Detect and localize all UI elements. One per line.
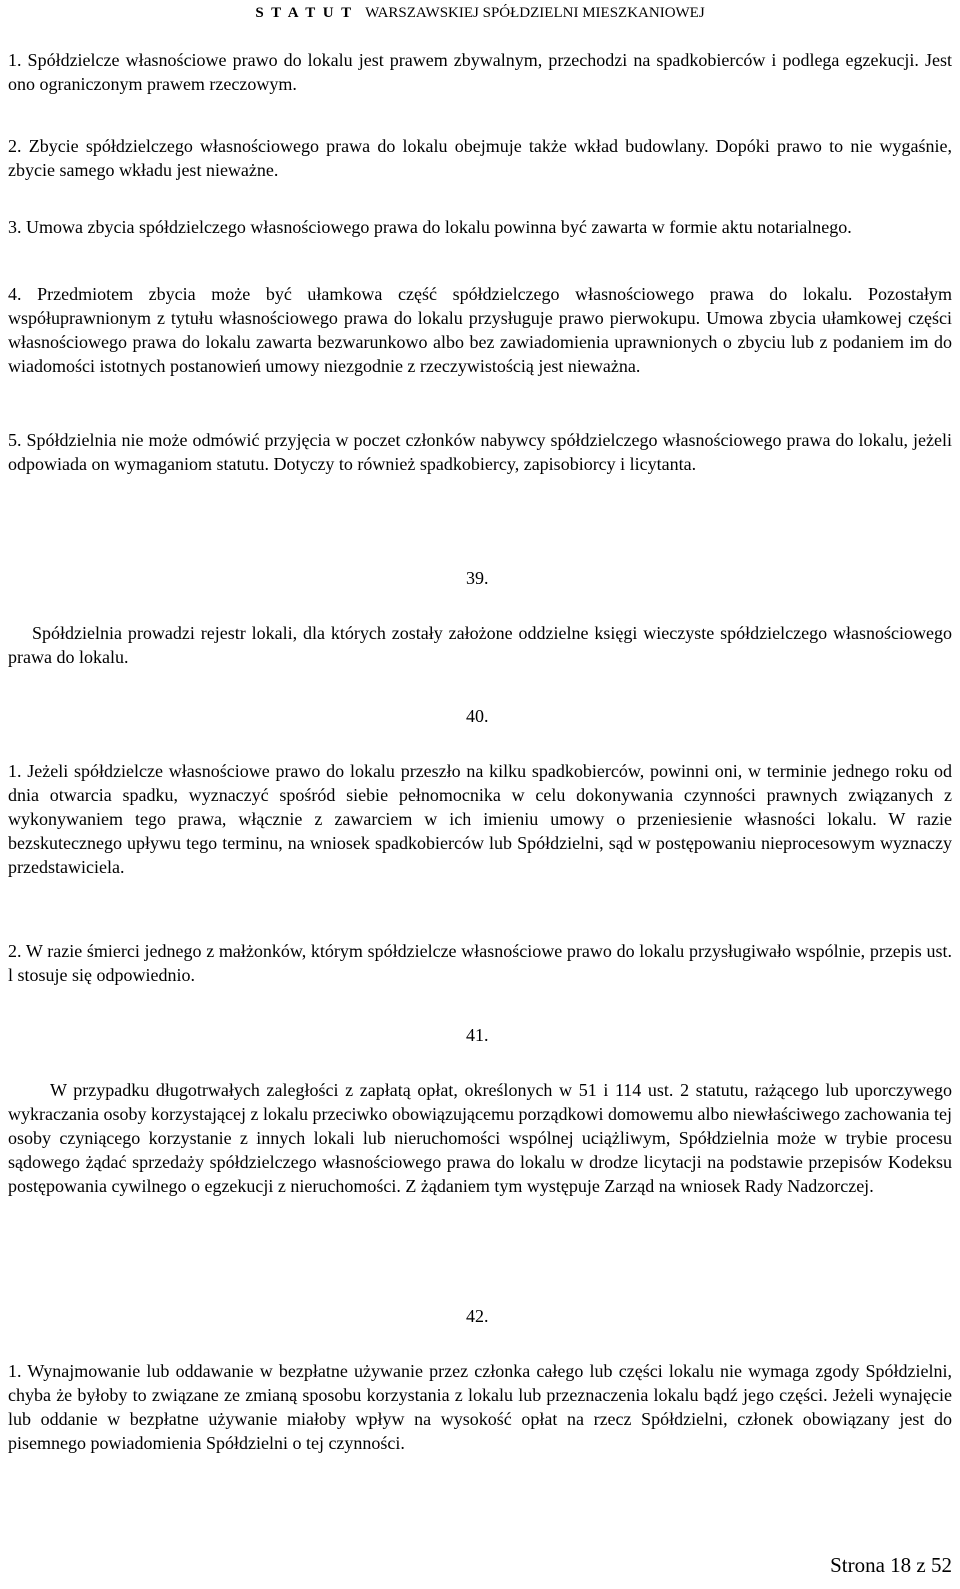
- paragraph-39: Spółdzielnia prowadzi rejestr lokali, dla których zostały założone oddzielne księgi wieczyste spółdzielczego własnościowego prawa do lokalu.: [8, 623, 952, 667]
- paragraph-40-1: 1. Jeżeli spółdzielcze własnościowe prawo do lokalu przeszło na kilku spadkobierców, powinni oni, w terminie jednego roku od dnia otwarcia spadku, wyznaczyć spośród siebie pełnomocnika w celu dokonywania czynności prawnych związanych z wykonywaniem tego prawa, włącznie z zawarciem w ich imieniu umowy o przeniesienie własności lokalu. W razie bezskutecznego upływu tego terminu, na wniosek spadkobierców lub Spółdzielni, sąd w postępowaniu nieprocesowym wyznaczy przedstawiciela.: [8, 761, 952, 877]
- section-42-heading: 42.: [466, 1306, 489, 1326]
- paragraph-38-5: 5. Spółdzielnia nie może odmówić przyjęcia w poczet członków nabywcy spółdzielczego własnościowego prawa do lokalu, jeżeli odpowiada on wymaganiom statutu. Dotyczy to również spadkobiercy, zapisobiorcy i licytanta.: [8, 430, 952, 474]
- page-header: [0, 4, 960, 22]
- header-title: WARSZAWSKIEJ SPÓŁDZIELNI MIESZKANIOWEJ: [365, 5, 705, 21]
- page-number: Strona 18 z 52: [830, 1553, 952, 1577]
- paragraph-38-4: 4. Przedmiotem zbycia może być ułamkowa część spółdzielczego własnościowego prawa do lokalu. Pozostałym współuprawnionym z tytułu własnościowego prawa do lokalu przysługuje prawo pierwokupu. Umowa zbycia ułamkowej części własnościowego prawa do lokalu zawarta bezwarunkowo albo bez zawiadomienia uprawnionych o zbyciu lub z podaniem im do wiadomości istotnych postanowień umowy niezgodnie z rzeczywistością jest nieważna.: [8, 284, 952, 376]
- paragraph-38-2: 2. Zbycie spółdzielczego własnościowego prawa do lokalu obejmuje także wkład budowlany. Dopóki prawo to nie wygaśnie, zbycie samego wkładu jest nieważne.: [8, 136, 952, 180]
- section-39-heading: 39.: [466, 568, 489, 588]
- paragraph-41: W przypadku długotrwałych zaległości z zapłatą opłat, określonych w 51 i 114 ust. 2 statutu, rażącego lub uporczywego wykraczania osoby korzystającej z lokalu przeciwko obowiązującemu porządkowi domowemu albo niewłaściwego zachowania tej osoby czyniącego korzystanie z innych lokali lub nieruchomości wspólnej uciążliwym, Spółdzielnia może w trybie procesu sądowego żądać sprzedaży spółdzielczego własnościowego prawa do lokalu w drodze licytacji na podstawie przepisów Kodeksu postępowania cywilnego o egzekucji z nieruchomości. Z żądaniem tym występuje Zarząd na wniosek Rady Nadzorczej.: [8, 1080, 952, 1196]
- paragraph-38-1: 1. Spółdzielcze własnościowe prawo do lokalu jest prawem zbywalnym, przechodzi na spadkobierców i podlega egzekucji. Jest ono ograniczonym prawem rzeczowym.: [8, 50, 952, 94]
- section-41-heading: 41.: [466, 1025, 489, 1045]
- section-40-heading: 40.: [466, 706, 489, 726]
- paragraph-42-1: 1. Wynajmowanie lub oddawanie w bezpłatne używanie przez członka całego lub części lokalu nie wymaga zgody Spółdzielni, chyba że byłoby to związane ze zmianą sposobu korzystania z lokalu lub przeznaczenia lokalu bądź jego części. Jeżeli wynajęcie lub oddanie w bezpłatne używanie miałoby wpływ na wysokość opłat na rzecz Spółdzielni, członek obowiązany jest do pisemnego powiadomienia Spółdzielni o tej czynności.: [8, 1361, 952, 1453]
- header-status-word: S T A T U T: [255, 5, 354, 21]
- paragraph-40-2: 2. W razie śmierci jednego z małżonków, którym spółdzielcze własnościowe prawo do lokalu przysługiwało wspólnie, przepis ust. l stosuje się odpowiednio.: [8, 941, 952, 985]
- paragraph-38-3: 3. Umowa zbycia spółdzielczego własnościowego prawa do lokalu powinna być zawarta w formie aktu notarialnego.: [8, 217, 852, 237]
